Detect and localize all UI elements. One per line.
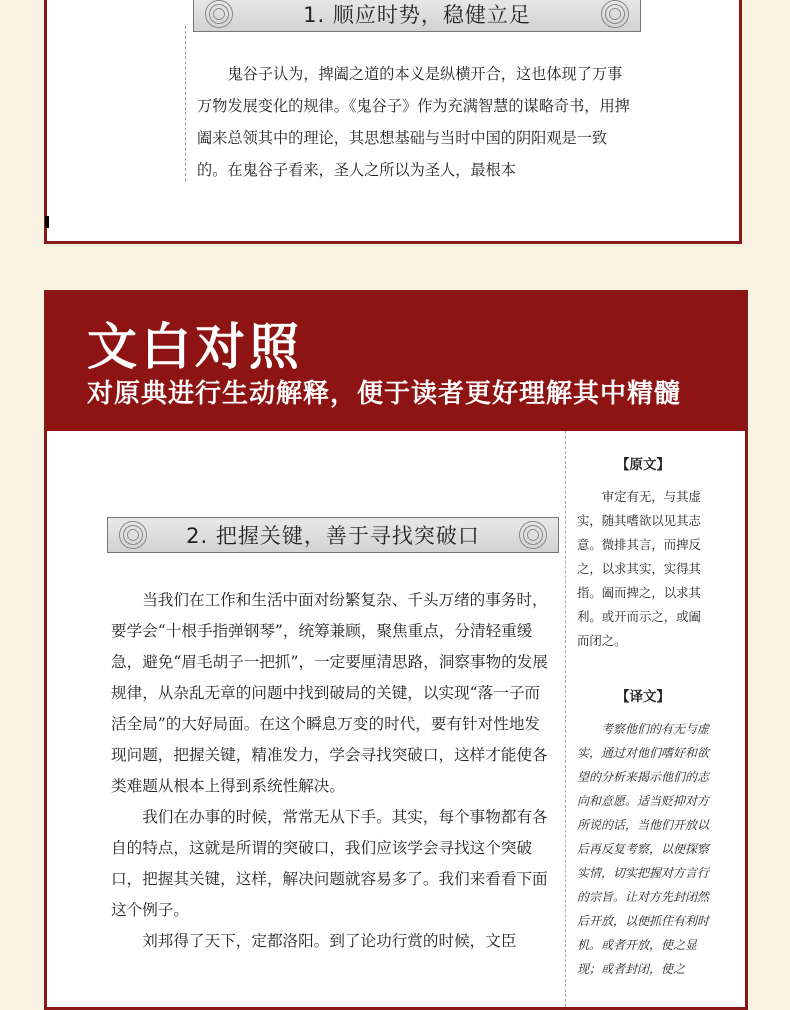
ornament-right-icon [510, 518, 556, 552]
section-2-body [111, 585, 555, 957]
body-paragraph: 当我们在工作和生活中面对纷繁复杂、千头万绪的事务时，要学会“十根手指弹钢琴”，统筹兼顾，聚焦重点，分清轻重缓急，避免“眉毛胡子一把抓”，一定要厘清思路，洞察事物的发展规律，从杂乱无章的问题中找到破局的关键，以实现“落一子而活全局”的大好局面。在这个瞬息万变的时代，要有针对性地发现问题，把握关键，精准发力，学会寻找突破口，这样才能使各类难题从根本上得到系统性解决。 [111, 591, 548, 795]
column-divider [565, 431, 566, 1007]
body-paragraph: 刘邦得了天下，定都洛阳。到了论功行赏的时候，文臣 [142, 932, 517, 950]
sidebar-annotation [577, 453, 709, 981]
section-heading-1-title: 1. 顺应时势，稳健立足 [303, 3, 531, 27]
translation-text: 考察他们的有无与虚实，通过对他们嗜好和欲望的分析来揭示他们的志向和意愿。适当贬抑对方所说的话，当他们开放以后再反复考察，以便探察实情，切实把握对方言行的宗旨。让对方先封闭然后开放，以便抓住有利时机。或者开放，使之显现；或者封闭，使之 [577, 722, 710, 976]
section-1-paragraph: 鬼谷子认为，捭阖之道的本义是纵横开合，这也体现了万事万物发展变化的规律。《鬼谷子》作为充满智慧的谋略奇书，用捭阖来总领其中的理论，其思想基础与当时中国的阴阳观是一致的。在鬼谷子看来，圣人之所以为圣人，最根本 [197, 65, 630, 179]
ornament-left-icon [110, 518, 156, 552]
page-edge-mark [45, 216, 49, 228]
previous-page [44, 0, 742, 244]
original-text-label: 【原文】 [616, 457, 670, 473]
body-paragraph: 我们在办事的时候，常常无从下手。其实，每个事物都有各自的特点，这就是所谓的突破口，我们应该学会寻找这个突破口，把握其关键，这样，解决问题就容易多了。我们来看看下面这个例子。 [111, 808, 548, 919]
ornament-left-icon [196, 0, 242, 31]
section-heading-1 [193, 0, 641, 32]
feature-banner [47, 293, 745, 431]
column-divider [185, 26, 186, 181]
section-heading-2 [107, 517, 559, 553]
current-page [44, 290, 748, 1010]
banner-subtitle: 对原典进行生动解释，便于读者更好理解其中精髓 [87, 379, 682, 409]
translation-label: 【译文】 [616, 689, 670, 705]
section-heading-2-title: 2. 把握关键，善于寻找突破口 [186, 524, 480, 548]
original-text: 审定有无，与其虚实，随其嗜欲以见其志意。微排其言，而捭反之，以求其实，实得其指。阖而捭之，以求其利。或开而示之，或阖而闭之。 [577, 489, 701, 648]
ornament-right-icon [592, 0, 638, 31]
banner-title: 文白对照 [87, 317, 303, 376]
